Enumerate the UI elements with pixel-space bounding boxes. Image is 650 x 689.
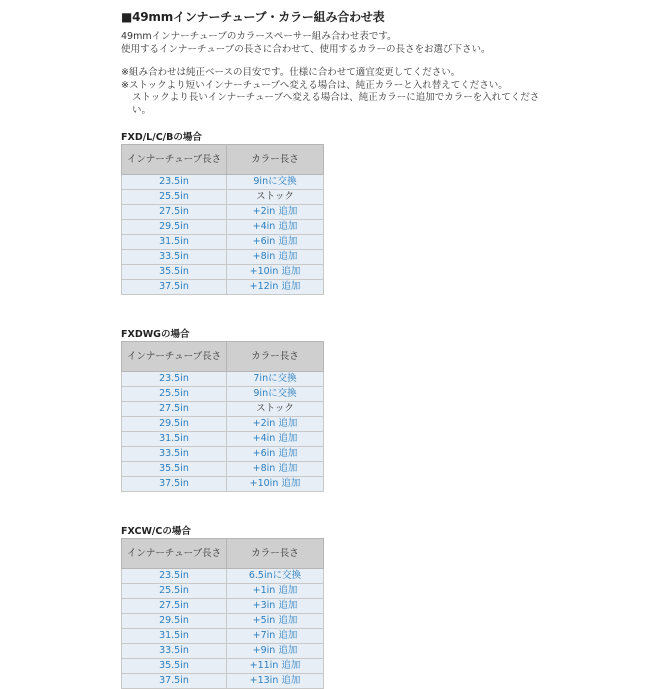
collar-length: 9inに交換 bbox=[227, 387, 324, 402]
collar-length: +5in 追加 bbox=[227, 614, 324, 629]
intro-line: 使用するインナーチューブの長さに合わせて、使用するカラーの長さをお選び下さい。 bbox=[121, 43, 491, 55]
collar-length: +4in 追加 bbox=[227, 220, 324, 235]
table-row bbox=[122, 447, 324, 462]
collar-length: +6in 追加 bbox=[227, 235, 324, 250]
collar-length: +10in 追加 bbox=[227, 477, 324, 492]
table-header-row bbox=[122, 342, 324, 372]
header-collar: カラー長さ bbox=[227, 342, 324, 372]
collar-length: +3in 追加 bbox=[227, 599, 324, 614]
tube-length: 33.5in bbox=[122, 644, 227, 659]
page-title: ■49mmインナーチューブ・カラー組み合わせ表 bbox=[121, 10, 385, 24]
collar-length: +2in 追加 bbox=[227, 205, 324, 220]
header-collar: カラー長さ bbox=[227, 539, 324, 569]
tube-length: 29.5in bbox=[122, 614, 227, 629]
tube-length: 33.5in bbox=[122, 447, 227, 462]
table-row bbox=[122, 265, 324, 280]
collar-length: +6in 追加 bbox=[227, 447, 324, 462]
table-section-fxdwg bbox=[121, 326, 541, 492]
tube-length: 33.5in bbox=[122, 250, 227, 265]
table-row bbox=[122, 280, 324, 295]
tube-length: 27.5in bbox=[122, 205, 227, 220]
collar-length: ストック bbox=[227, 190, 324, 205]
table-row bbox=[122, 235, 324, 250]
table-section-fxcw bbox=[121, 523, 541, 689]
collar-length: +1in 追加 bbox=[227, 584, 324, 599]
table-row bbox=[122, 462, 324, 477]
table-row bbox=[122, 614, 324, 629]
header-tube: インナーチューブ長さ bbox=[122, 145, 227, 175]
document bbox=[121, 8, 541, 689]
tube-length: 25.5in bbox=[122, 190, 227, 205]
table-row bbox=[122, 190, 324, 205]
header-collar: カラー長さ bbox=[227, 145, 324, 175]
intro-text bbox=[121, 31, 541, 56]
table-row bbox=[122, 175, 324, 190]
collar-length: 7inに交換 bbox=[227, 372, 324, 387]
tube-length: 37.5in bbox=[122, 477, 227, 492]
table-row bbox=[122, 477, 324, 492]
tube-length: 35.5in bbox=[122, 265, 227, 280]
tube-length: 29.5in bbox=[122, 220, 227, 235]
tube-length: 37.5in bbox=[122, 280, 227, 295]
table-row bbox=[122, 387, 324, 402]
table-row bbox=[122, 644, 324, 659]
table-row bbox=[122, 220, 324, 235]
section-title: FXD/L/C/Bの場合 bbox=[121, 132, 202, 143]
collar-length: +2in 追加 bbox=[227, 417, 324, 432]
collar-length: 9inに交換 bbox=[227, 175, 324, 190]
tube-length: 37.5in bbox=[122, 674, 227, 689]
table-header-row bbox=[122, 145, 324, 175]
header-tube: インナーチューブ長さ bbox=[122, 539, 227, 569]
table-row bbox=[122, 659, 324, 674]
collar-length: +12in 追加 bbox=[227, 280, 324, 295]
collar-length: +8in 追加 bbox=[227, 250, 324, 265]
tube-length: 31.5in bbox=[122, 432, 227, 447]
collar-length: 6.5inに交換 bbox=[227, 569, 324, 584]
tube-length: 27.5in bbox=[122, 599, 227, 614]
table-section-fxd bbox=[121, 129, 541, 295]
table-row bbox=[122, 569, 324, 584]
table-row bbox=[122, 674, 324, 689]
section-title: FXCW/Cの場合 bbox=[121, 526, 191, 537]
table-row bbox=[122, 584, 324, 599]
tube-length: 31.5in bbox=[122, 235, 227, 250]
intro-line: 49mmインナーチューブのカラースペーサー組み合わせ表です。 bbox=[121, 31, 397, 42]
notes bbox=[121, 67, 541, 117]
collar-length: ストック bbox=[227, 402, 324, 417]
collar-length: +11in 追加 bbox=[227, 659, 324, 674]
note-line: ※組み合わせは純正ベースの目安です。仕様に合わせて適宜変更してください。 bbox=[121, 67, 461, 78]
collar-length: +7in 追加 bbox=[227, 629, 324, 644]
table-row bbox=[122, 205, 324, 220]
collar-length: +13in 追加 bbox=[227, 674, 324, 689]
tube-length: 35.5in bbox=[122, 462, 227, 477]
note-line: ストックより長いインナーチューブへ変える場合は、純正カラーに追加でカラーを入れてください。 bbox=[132, 92, 540, 116]
tube-length: 23.5in bbox=[122, 175, 227, 190]
table-row bbox=[122, 629, 324, 644]
section-title: FXDWGの場合 bbox=[121, 329, 190, 340]
table-row bbox=[122, 599, 324, 614]
tube-length: 25.5in bbox=[122, 387, 227, 402]
tube-length: 23.5in bbox=[122, 569, 227, 584]
table-row bbox=[122, 417, 324, 432]
tube-length: 29.5in bbox=[122, 417, 227, 432]
table-row bbox=[122, 250, 324, 265]
table-row bbox=[122, 432, 324, 447]
table-row bbox=[122, 372, 324, 387]
tube-length: 27.5in bbox=[122, 402, 227, 417]
table-row bbox=[122, 402, 324, 417]
tube-length: 25.5in bbox=[122, 584, 227, 599]
collar-length: +4in 追加 bbox=[227, 432, 324, 447]
collar-length: +9in 追加 bbox=[227, 644, 324, 659]
header-tube: インナーチューブ長さ bbox=[122, 342, 227, 372]
collar-length: +10in 追加 bbox=[227, 265, 324, 280]
collar-table bbox=[121, 144, 324, 295]
note-line: ※ストックより短いインナーチューブへ変える場合は、純正カラーと入れ替えてください。 bbox=[121, 79, 508, 91]
table-header-row bbox=[122, 539, 324, 569]
collar-table bbox=[121, 341, 324, 492]
collar-length: +8in 追加 bbox=[227, 462, 324, 477]
collar-table bbox=[121, 538, 324, 689]
tube-length: 23.5in bbox=[122, 372, 227, 387]
tube-length: 31.5in bbox=[122, 629, 227, 644]
tube-length: 35.5in bbox=[122, 659, 227, 674]
